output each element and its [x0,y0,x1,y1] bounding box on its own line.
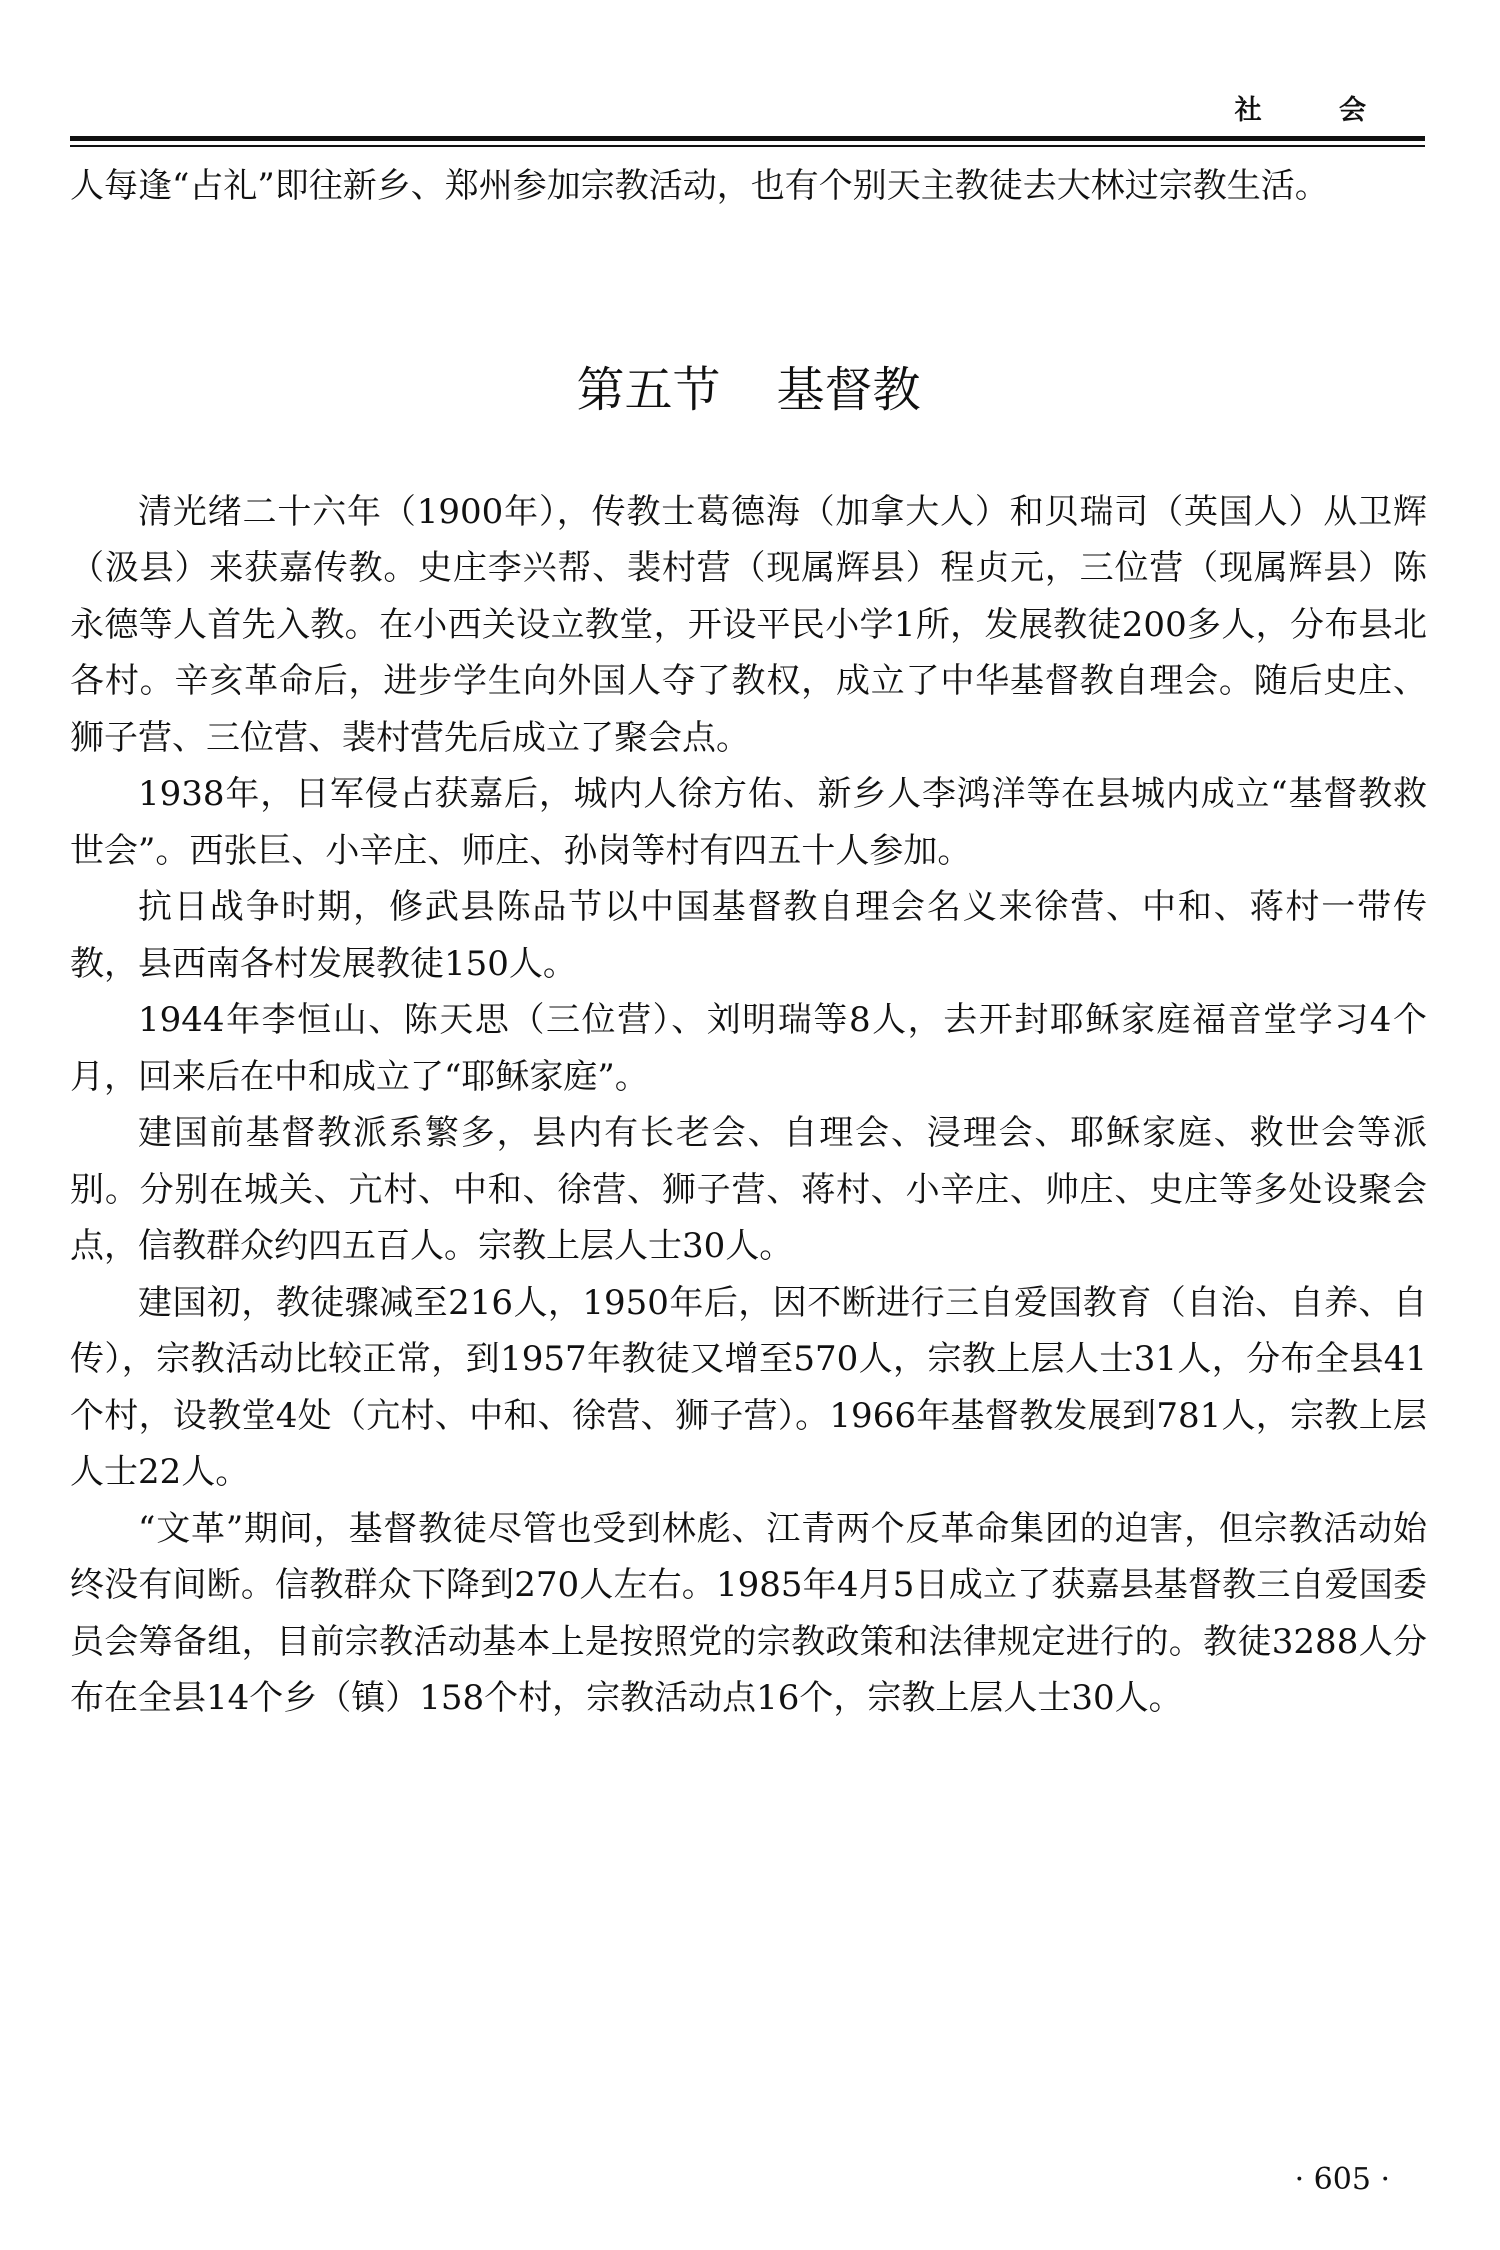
section-number: 第五节 [576,361,721,418]
page-number: · 605 · [1294,2162,1390,2197]
page-body [70,158,1427,1727]
paragraph: 建国前基督教派系繁多，县内有长老会、自理会、浸理会、耶稣家庭、救世会等派别。分别在城关、亢村、中和、徐营、狮子营、蒋村、小辛庄、帅庄、史庄等多处设聚会点，信教群众约四五百人。宗教上层人士30人。 [70,1113,1427,1266]
paragraph: 1944年李恒山、陈天思（三位营）、刘明瑞等8人，去开封耶稣家庭福音堂学习4个月，回来后在中和成立了“耶稣家庭”。 [70,1000,1427,1097]
paragraph: 清光绪二十六年（1900年），传教士葛德海（加拿大人）和贝瑞司（英国人）从卫辉（汲县）来获嘉传教。史庄李兴帮、裴村营（现属辉县）程贞元，三位营（现属辉县）陈永德等人首先入教。在小西关设立教堂，开设平民小学1所，发展教徒200多人，分布县北各村。辛亥革命后，进步学生向外国人夺了教权，成立了中华基督教自理会。随后史庄、狮子营、三位营、裴村营先后成立了聚会点。 [70,491,1427,758]
carryover-paragraph: 人每逢“占礼”即往新乡、郑州参加宗教活动，也有个别天主教徒去大林过宗教生活。 [70,166,1329,206]
paragraph: 建国初，教徒骤减至216人，1950年后，因不断进行三自爱国教育（自治、自养、自传），宗教活动比较正常，到1957年教徒又增至570人，宗教上层人士31人，分布全县41个村，设教堂4处（亢村、中和、徐营、狮子营）。1966年基督教发展到781人，宗教上层人士22人。 [70,1282,1427,1492]
running-head: 社 会 [1234,95,1400,126]
header-rule-thin [70,145,1425,147]
paragraph: “文革”期间，基督教徒尽管也受到林彪、江青两个反革命集团的迫害，但宗教活动始终没有间断。信教群众下降到270人左右。1985年4月5日成立了获嘉县基督教三自爱国委员会筹备组，目前宗教活动基本上是按照党的宗教政策和法律规定进行的。教徒3288人分布在全县14个乡（镇）158个村，宗教活动点16个，宗教上层人士30人。 [70,1508,1427,1718]
paragraph: 1938年，日军侵占获嘉后，城内人徐方佑、新乡人李鸿洋等在县城内成立“基督教救世会”。西张巨、小辛庄、师庄、孙岗等村有四五十人参加。 [70,774,1427,871]
paragraph: 抗日战争时期，修武县陈品节以中国基督教自理会名义来徐营、中和、蒋村一带传教，县西南各村发展教徒150人。 [70,887,1427,984]
section-title: 基督教 [776,361,921,418]
header-rule-thick [70,136,1425,141]
section-heading [70,360,1427,420]
